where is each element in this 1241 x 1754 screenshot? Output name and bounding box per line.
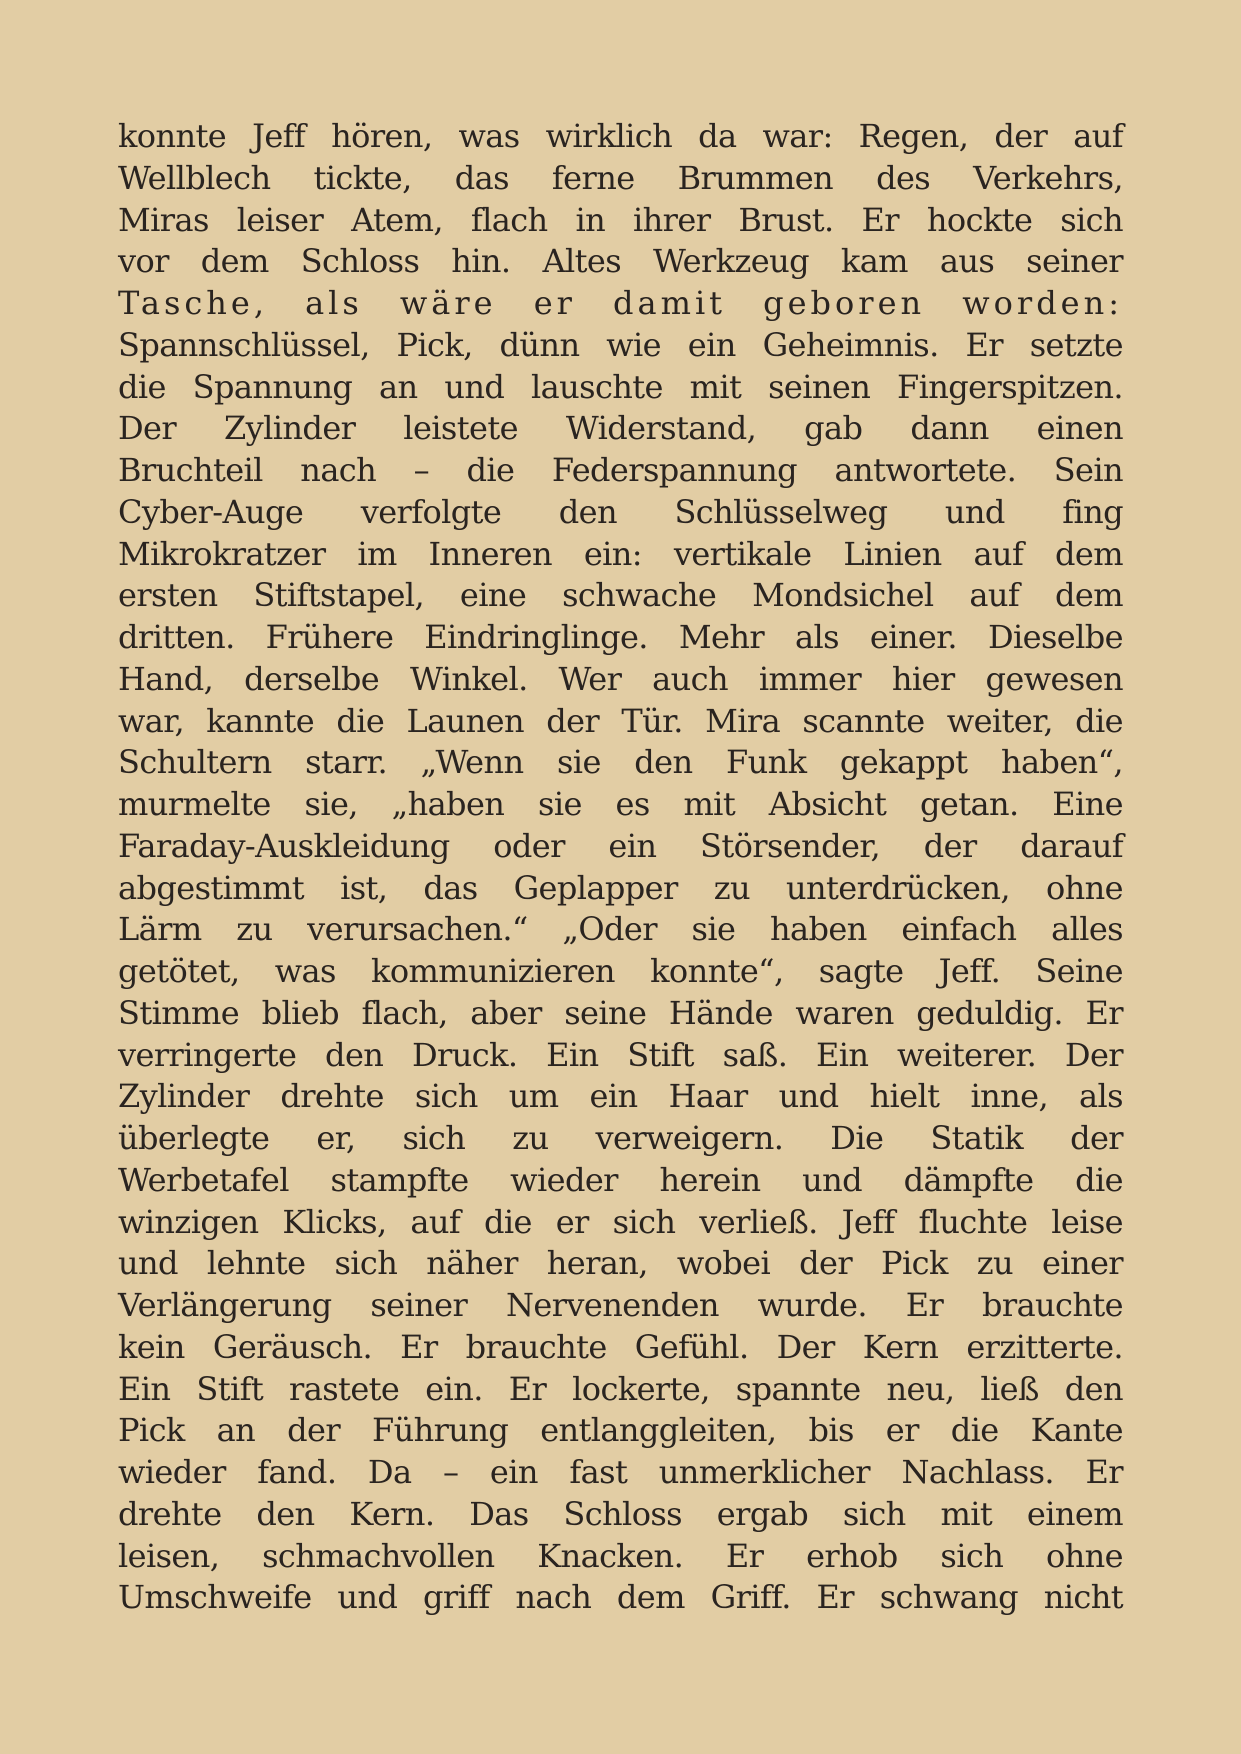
text-line: getötet, was kommunizieren konnte“, sagte Jeff. Seine (118, 952, 1123, 990)
text-line: Tasche, als wäre er damit geboren worden: (118, 284, 1123, 322)
text-line: kein Geräusch. Er brauchte Gefühl. Der Kern erzitterte. (118, 1327, 1123, 1366)
text-line: Hand, derselbe Winkel. Wer auch immer hier gewesen (118, 659, 1123, 698)
text-line: Miras leiser Atem, flach in ihrer Brust. Er hockte sich (118, 200, 1123, 239)
text-line: Pick an der Führung entlanggleiten, bis er die Kante (118, 1411, 1123, 1450)
text-line: dritten. Frühere Eindringlinge. Mehr als einer. Dieselbe (118, 618, 1123, 656)
text-line: Umschweife und griff nach dem Griff. Er schwang nicht (118, 1578, 1123, 1617)
text-line: Schultern starr. „Wenn sie den Funk gekappt haben“, (118, 743, 1123, 782)
text-line: überlegte er, sich zu verweigern. Die Statik der (118, 1119, 1123, 1157)
text-line: war, kannte die Launen der Tür. Mira scannte weiter, die (118, 701, 1123, 740)
text-line: abgestimmt ist, das Geplapper zu unterdrücken, ohne (118, 868, 1123, 907)
text-line: verringerte den Druck. Ein Stift saß. Ein weiterer. Der (118, 1035, 1123, 1074)
text-line: Cyber-Auge verfolgte den Schlüsselweg und fing (118, 492, 1123, 531)
text-line: ersten Stiftstapel, eine schwache Mondsichel auf dem (118, 576, 1123, 615)
text-line: Stimme blieb flach, aber seine Hände waren geduldig. Er (118, 993, 1123, 1032)
text-line: Bruchteil nach – die Federspannung antwortete. Sein (118, 451, 1123, 489)
text-line: drehte den Kern. Das Schloss ergab sich mit einem (118, 1494, 1123, 1533)
text-line: konnte Jeff hören, was wirklich da war: Regen, der auf (118, 117, 1123, 155)
text-line: Ein Stift rastete ein. Er lockerte, spannte neu, ließ den (118, 1369, 1123, 1408)
body-paragraph (118, 116, 1123, 1619)
text-line: Spannschlüssel, Pick, dünn wie ein Geheimnis. Er setzte (118, 325, 1123, 364)
text-line: Der Zylinder leistete Widerstand, gab dann einen (118, 409, 1123, 448)
text-line: murmelte sie, „haben sie es mit Absicht getan. Eine (118, 785, 1123, 823)
text-page (118, 116, 1123, 1619)
text-line: leisen, schmachvollen Knacken. Er erhob sich ohne (118, 1536, 1123, 1575)
text-line: Faraday-Auskleidung oder ein Störsender, der darauf (118, 826, 1123, 865)
text-line: Mikrokratzer im Inneren ein: vertikale Linien auf dem (118, 534, 1123, 573)
text-line: Wellblech tickte, das ferne Brummen des Verkehrs, (118, 158, 1123, 197)
text-line: die Spannung an und lauschte mit seinen Fingerspitzen. (118, 367, 1123, 406)
text-line: Verlängerung seiner Nervenenden wurde. Er brauchte (118, 1286, 1123, 1324)
text-line: winzigen Klicks, auf die er sich verließ. Jeff fluchte leise (118, 1202, 1123, 1241)
text-line: Lärm zu verursachen.“ „Oder sie haben einfach alles (118, 910, 1123, 949)
text-line: Zylinder drehte sich um ein Haar und hielt inne, als (118, 1077, 1123, 1116)
text-line: wieder fand. Da – ein fast unmerklicher Nachlass. Er (118, 1453, 1123, 1491)
text-line: Werbetafel stampfte wieder herein und dämpfte die (118, 1160, 1123, 1199)
text-line: vor dem Schloss hin. Altes Werkzeug kam aus seiner (118, 242, 1123, 281)
text-line: und lehnte sich näher heran, wobei der Pick zu einer (118, 1244, 1123, 1283)
